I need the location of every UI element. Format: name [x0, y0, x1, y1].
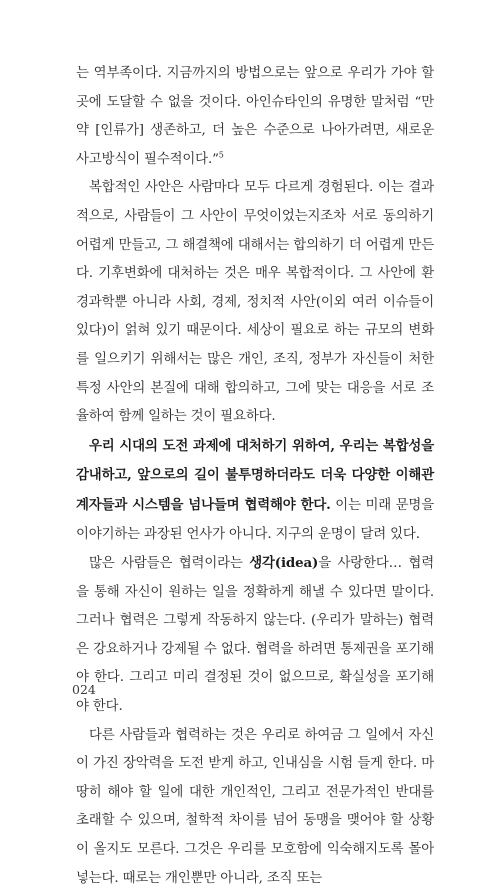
- paragraph-2-text: 복합적인 사안은 사람마다 모두 다르게 경험된다. 이는 결과적으로, 사람들이 그 사안이 무엇이었는지조차 서로 동의하기 어렵게 만들고, 그 해결책에 대해서는 합의하기 더 어렵게 만든다. 기후변화에 대처하는 것은 매우 복합적이다. 그 사안에 환경과학뿐 아니라 사회, 경제, 정치적 사안(이외 여러 이슈들이 있다)이 얽혀 있기 때문이다. 세상이 필요로 하는 규모의 변화를 일으키기 위해서는 많은 개인, 조직, 정부가 자신들이 처한 특정 사안의 본질에 대해 합의하고, 그에 맞는 대응을 서로 조율하여 함께 일하는 것이 필요하다.: [76, 180, 434, 425]
- paragraph-1: [76, 60, 434, 174]
- emphasized-term: 생각(idea): [249, 555, 319, 572]
- paragraph-5-text: 다른 사람들과 협력하는 것은 우리로 하여금 그 일에서 자신이 가진 장악력을 도전 받게 하고, 인내심을 시험 들게 한다. 마땅히 해야 할 일에 대한 개인적인, 그리고 전문가적인 반대를 초래할 수 있으며, 철학적 차이를 넘어 동맹을 맺어야 할 상황이 올지도 모른다. 그것은 우리를 모호함에 익숙해지도록 몰아넣는다. 때로는 개인뿐만 아니라, 조직 또는: [76, 727, 434, 886]
- paragraph-5: [76, 722, 434, 893]
- paragraph-3: [76, 432, 434, 549]
- body-text: [76, 60, 434, 893]
- paragraph-4-text-b: 을 사랑한다… 협력을 통해 자신이 원하는 일을 정확하게 해낼 수 있다면 말이다. 그러나 협력은 그렇게 작동하지 않는다. (우리가 말하는) 협력은 강요하거나 강제될 수 없다. 협력을 하려면 통제권을 포기해야 한다. 그리고 미리 결정된 것이 없으므로, 확실성을 포기해야 한다.: [76, 556, 435, 715]
- paragraph-3-text: 이는 미래 문명을 이야기하는 과장된 언사가 아니다. 지구의 운명이 달려 있다.: [76, 497, 434, 542]
- paragraph-1-text: 는 역부족이다. 지금까지의 방법으로는 앞으로 우리가 가야 할 곳에 도달할 수 없을 것이다. 아인슈타인의 유명한 말처럼 “만약 [인류가] 생존하고, 더 높은 수준으로 나아가려면, 새로운 사고방식이 필수적이다.”: [76, 66, 434, 167]
- emphasized-statement: 우리 시대의 도전 과제에 대처하기 위하여, 우리는 복합성을 감내하고, 앞으로의 길이 불투명하더라도 더욱 다양한 이해관계자들과 시스템을 넘나들며 협력해야 한다.: [76, 437, 434, 513]
- paragraph-4: [76, 549, 434, 722]
- paragraph-2: [76, 174, 434, 431]
- page-number: 024: [72, 682, 96, 697]
- paragraph-4-text-a: 많은 사람들은 협력이라는: [89, 556, 250, 572]
- footnote-marker: 5: [218, 150, 224, 160]
